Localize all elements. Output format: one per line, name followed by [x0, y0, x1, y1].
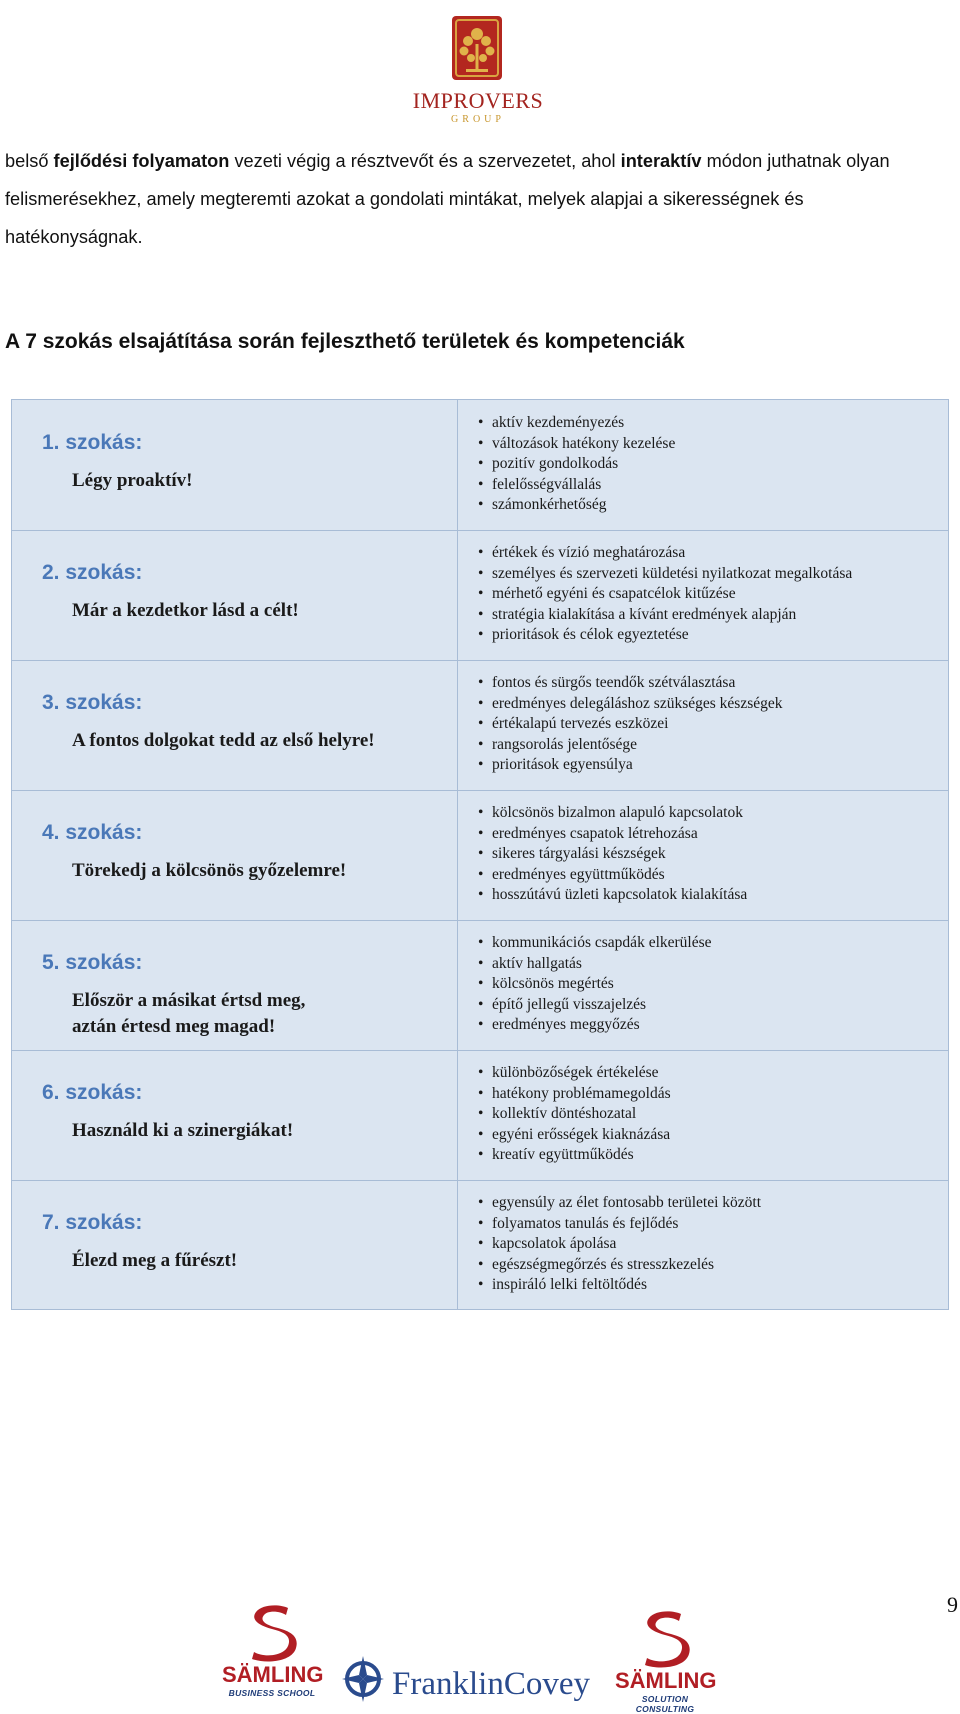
competency-item: • számonkérhetőség — [492, 495, 675, 516]
habit-row-1 — [12, 400, 948, 531]
competency-list — [492, 1063, 671, 1166]
habit-cell — [12, 400, 458, 530]
intro-bold-2: interaktív — [620, 151, 702, 171]
competency-item: • építő jellegű visszajelzés — [492, 995, 712, 1016]
page-number: 9 — [947, 1592, 958, 1617]
competency-item: • kapcsolatok ápolása — [492, 1234, 761, 1255]
competency-item: • prioritások egyensúlya — [492, 755, 783, 776]
habit-cell — [12, 530, 458, 660]
samling-subtitle: BUSINESS SCHOOL — [228, 1688, 316, 1698]
tree-emblem-icon — [408, 14, 548, 88]
habit-cell — [12, 790, 458, 920]
intro-text-1: belső — [5, 151, 54, 171]
habit-number: 6. szokás: — [42, 1081, 143, 1104]
competency-item: • stratégia kialakítása a kívánt eredmények alapján — [492, 605, 852, 626]
competency-item: • kommunikációs csapdák elkerülése — [492, 933, 712, 954]
samling-s-icon — [615, 1608, 715, 1668]
intro-paragraph — [5, 142, 945, 256]
samling-business-school-logo — [222, 1602, 322, 1702]
competency-item: • egyéni erősségek kiaknázása — [492, 1125, 671, 1146]
competency-item: • rangsorolás jelentősége — [492, 735, 783, 756]
competency-item: • prioritások és célok egyeztetése — [492, 625, 852, 646]
competency-item: • kölcsönös megértés — [492, 974, 712, 995]
competency-item: • eredményes delegáláshoz szükséges készségek — [492, 694, 783, 715]
section-title: A 7 szokás elsajátítása során fejleszthető területek és kompetenciák — [5, 330, 685, 353]
habit-cell — [12, 660, 458, 790]
habit-name: Először a másikat értsd meg, aztán értesd meg magad! — [72, 990, 306, 1037]
competency-item: • felelősségvállalás — [492, 475, 675, 496]
brand-group: GROUP — [451, 114, 505, 125]
compass-icon — [340, 1654, 386, 1704]
habit-name: Használd ki a szinergiákat! — [72, 1120, 294, 1141]
habit-row-4 — [12, 790, 948, 921]
intro-text-2: vezeti végig a résztvevőt és a szervezetet, ahol — [229, 151, 621, 171]
competency-list — [492, 933, 712, 1036]
intro-text-3: módon juthatnak olyan felismerésekhez, amely megteremti azokat a gondolati mintákat, melyek alapjai a sikerességnek és hatékonyságnak. — [5, 151, 890, 247]
habit-number: 2. szokás: — [42, 561, 143, 584]
habit-name: Élezd meg a fűrészt! — [72, 1250, 238, 1271]
habit-row-6 — [12, 1050, 948, 1181]
samling-subtitle: SOLUTION CONSULTING — [635, 1694, 695, 1714]
samling-name: SÄMLING — [615, 1668, 717, 1693]
competency-item: • eredményes meggyőzés — [492, 1015, 712, 1036]
competency-item: • személyes és szervezeti küldetési nyilatkozat megalkotása — [492, 564, 852, 585]
competency-item: • kollektív döntéshozatal — [492, 1104, 671, 1125]
competency-item: • kreatív együttműködés — [492, 1145, 671, 1166]
samling-solution-consulting-logo — [615, 1608, 717, 1714]
franklincovey-logo — [340, 1652, 600, 1706]
competency-item: • pozitív gondolkodás — [492, 454, 675, 475]
habit-cell — [12, 1050, 458, 1180]
competency-list — [492, 803, 747, 906]
samling-name: SÄMLING — [222, 1662, 324, 1687]
habits-table — [11, 399, 949, 1310]
habit-number: 4. szokás: — [42, 821, 143, 844]
competency-item: • eredményes együttműködés — [492, 865, 747, 886]
competency-list — [492, 1193, 761, 1296]
habit-row-5 — [12, 920, 948, 1051]
franklincovey-name: FranklinCovey — [392, 1666, 590, 1702]
intro-bold-1: fejlődési folyamaton — [53, 151, 230, 171]
habit-cell — [12, 1180, 458, 1310]
competency-item: • kölcsönös bizalmon alapuló kapcsolatok — [492, 803, 747, 824]
habit-row-3 — [12, 660, 948, 791]
competency-item: • értékalapú tervezés eszközei — [492, 714, 783, 735]
habit-number: 5. szokás: — [42, 951, 143, 974]
competency-item: • hosszútávú üzleti kapcsolatok kialakítása — [492, 885, 747, 906]
competency-item: • mérhető egyéni és csapatcélok kitűzése — [492, 584, 852, 605]
competency-item: • aktív kezdeményezés — [492, 413, 675, 434]
habit-row-7 — [12, 1180, 948, 1310]
brand-name: IMPROVERS — [412, 88, 544, 113]
habit-cell — [12, 920, 458, 1050]
competency-item: • értékek és vízió meghatározása — [492, 543, 852, 564]
competency-item: • változások hatékony kezelése — [492, 434, 675, 455]
competency-item: • fontos és sürgős teendők szétválasztása — [492, 673, 783, 694]
competency-list — [492, 543, 852, 646]
competency-item: • aktív hallgatás — [492, 954, 712, 975]
competency-item: • különbözőségek értékelése — [492, 1063, 671, 1084]
competency-item: • sikeres tárgyalási készségek — [492, 844, 747, 865]
competency-item: • inspiráló lelki feltöltődés — [492, 1275, 761, 1296]
habit-name: Törekedj a kölcsönös győzelemre! — [72, 860, 347, 881]
competency-item: • hatékony problémamegoldás — [492, 1084, 671, 1105]
competency-item: • egyensúly az élet fontosabb területei között — [492, 1193, 761, 1214]
habit-name: A fontos dolgokat tedd az első helyre! — [72, 730, 375, 751]
habit-number: 3. szokás: — [42, 691, 143, 714]
improvers-logo — [408, 14, 548, 134]
competency-item: • eredményes csapatok létrehozása — [492, 824, 747, 845]
habit-number: 7. szokás: — [42, 1211, 143, 1234]
samling-s-icon — [222, 1602, 322, 1662]
habit-row-2 — [12, 530, 948, 661]
competency-item: • egészségmegőrzés és stresszkezelés — [492, 1255, 761, 1276]
habit-name: Már a kezdetkor lásd a célt! — [72, 600, 299, 621]
competency-list — [492, 673, 783, 776]
habit-name: Légy proaktív! — [72, 470, 193, 491]
competency-item: • folyamatos tanulás és fejlődés — [492, 1214, 761, 1235]
competency-list — [492, 413, 675, 516]
habit-number: 1. szokás: — [42, 431, 143, 454]
